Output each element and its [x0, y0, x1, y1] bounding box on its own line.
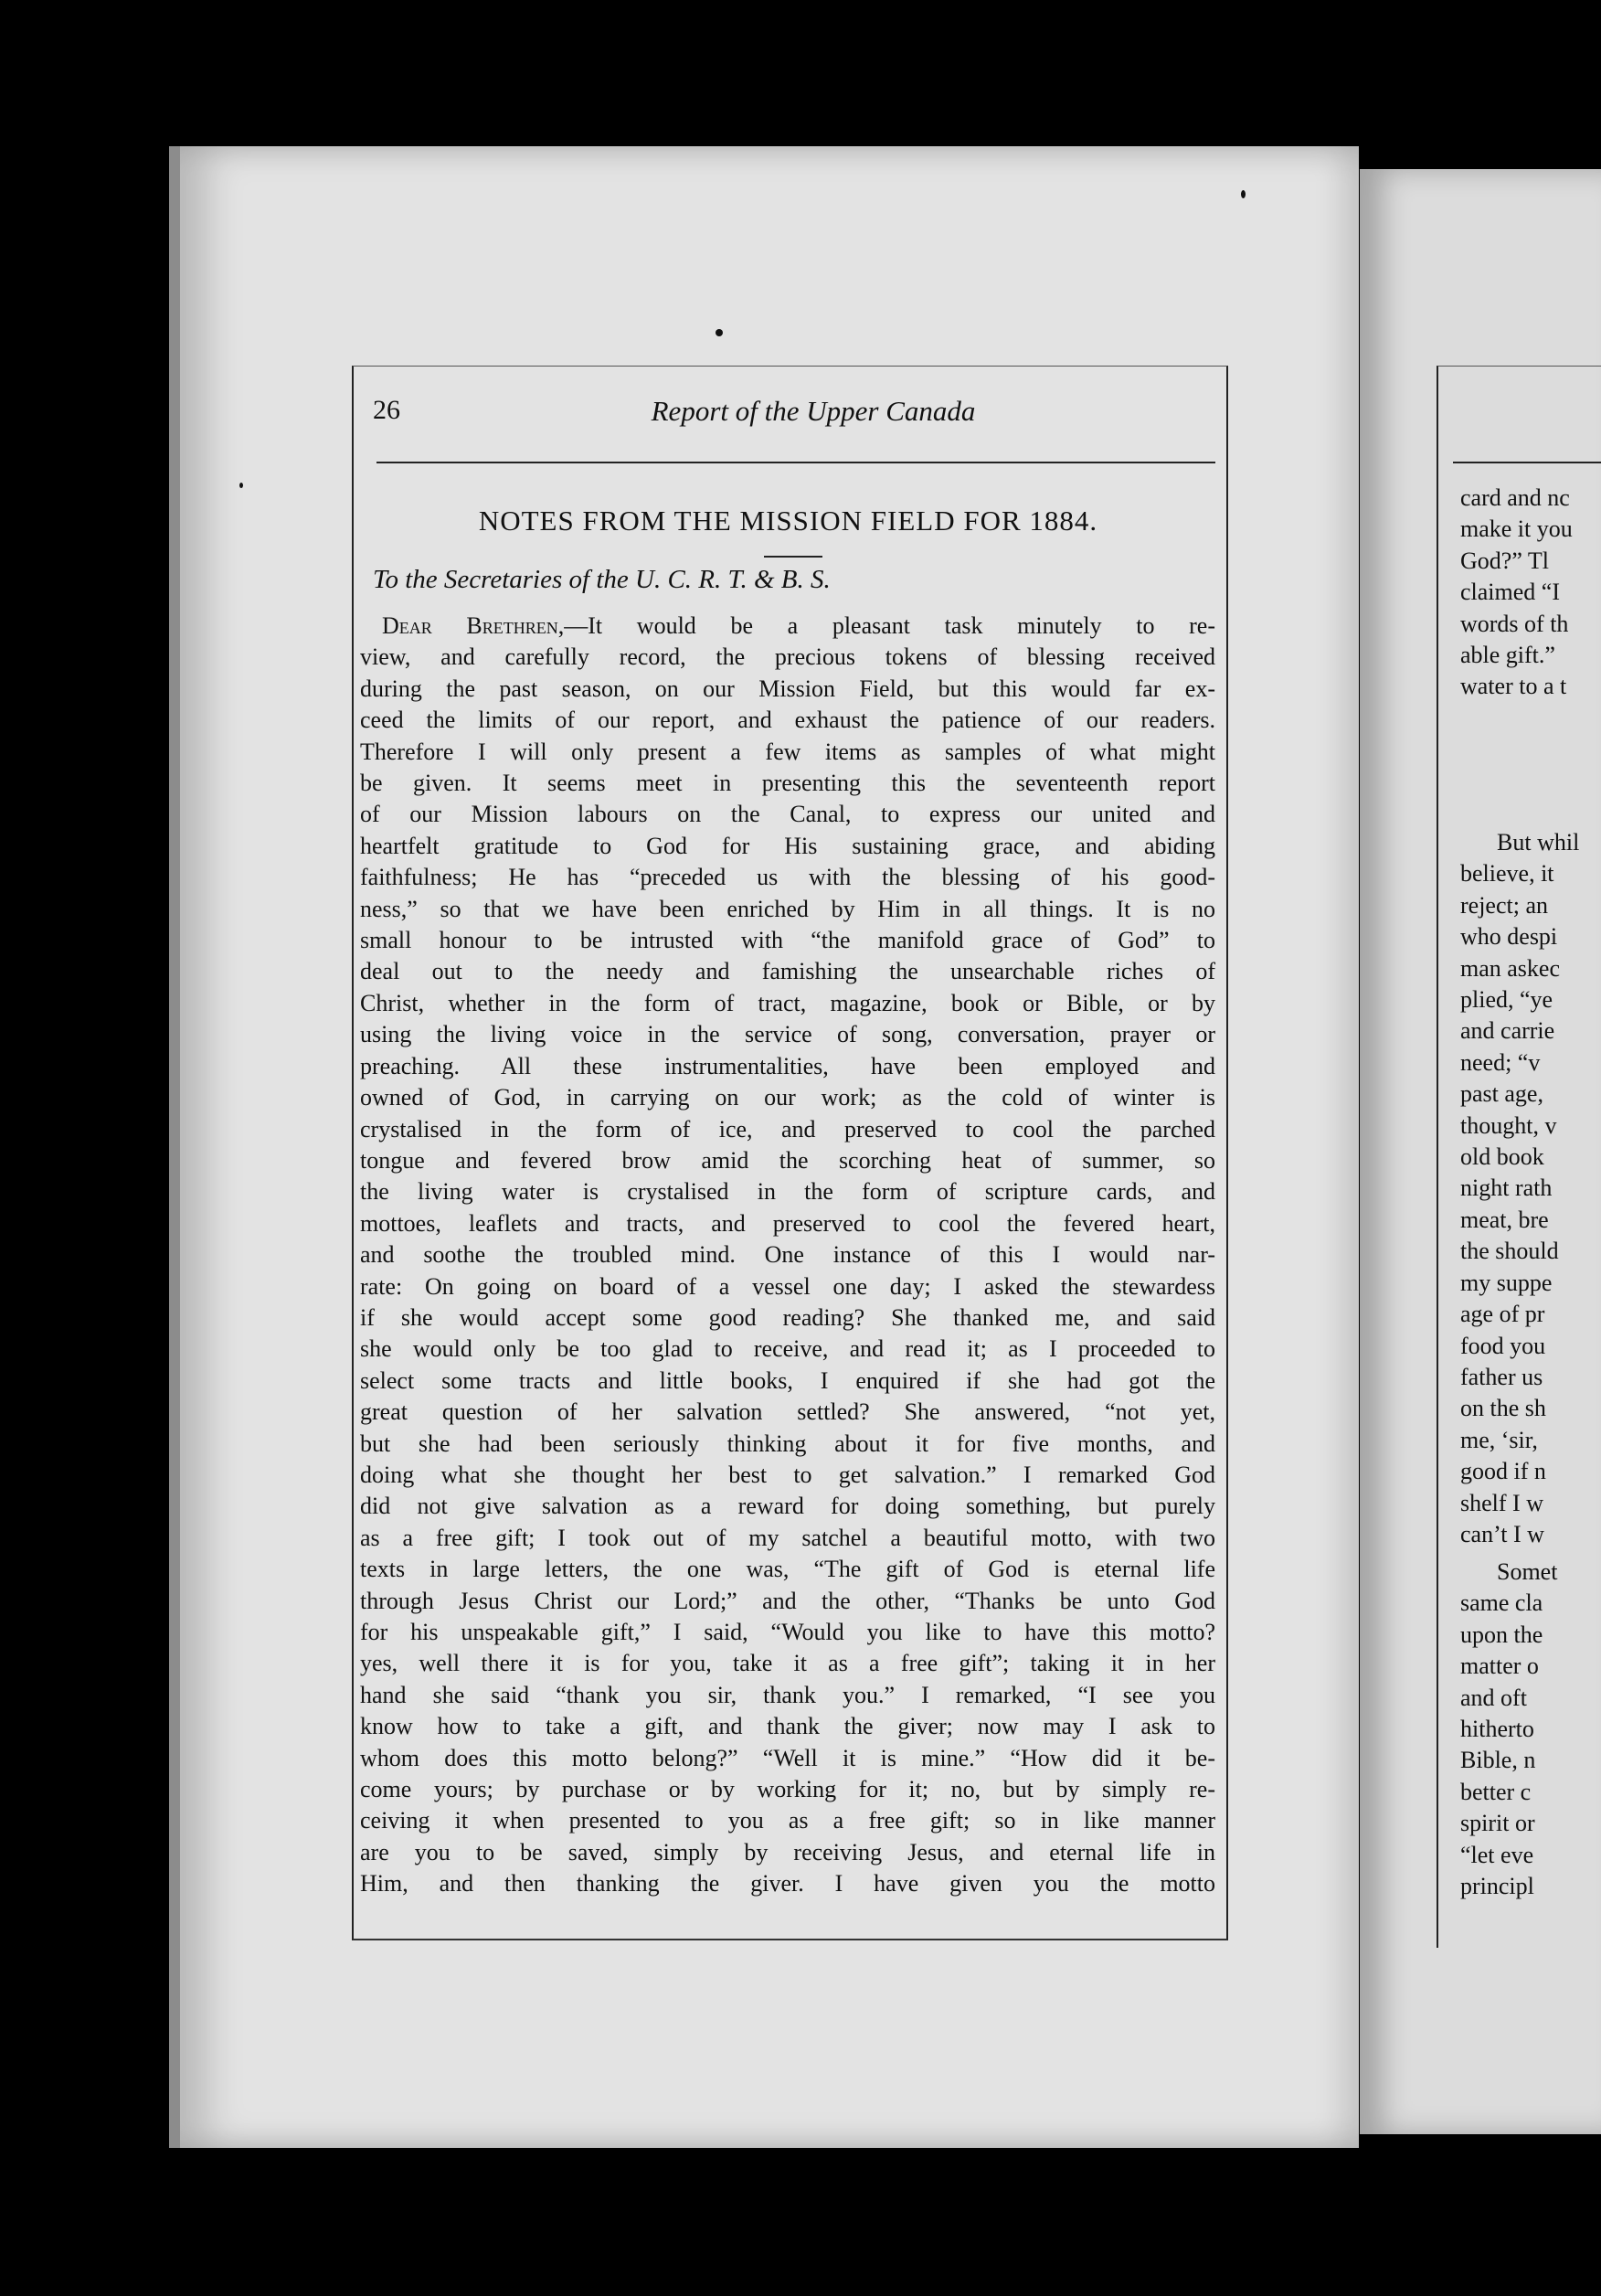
right-page-line: believe, it: [1460, 860, 1554, 888]
header-rule: [376, 462, 1215, 463]
ink-speck: [239, 483, 243, 488]
right-page-line: same cla: [1460, 1589, 1543, 1617]
body-line: hand she said “thank you sir, thank you.” I remarked, “I see you: [360, 1681, 1215, 1708]
right-page-line: claimed “I: [1460, 579, 1560, 606]
right-header-rule: [1453, 462, 1601, 463]
ink-speck: [716, 329, 723, 336]
right-page-line: man askec: [1460, 954, 1561, 982]
body-line: if she would accept some good reading? She thanked me, and said: [360, 1303, 1215, 1331]
right-page-line: better c: [1460, 1778, 1532, 1805]
body-line: Dear Brethren,—It would be a pleasant task minutely to re-: [382, 612, 1215, 639]
body-line: ceiving it when presented to you as a free gift; so in like manner: [360, 1807, 1215, 1834]
body-line: did not give salvation as a reward for doing something, but purely: [360, 1493, 1215, 1520]
right-page-line: who despi: [1460, 923, 1558, 951]
right-page-line: water to a t: [1460, 673, 1567, 700]
ink-speck: [1241, 190, 1246, 198]
right-page-line: “let eve: [1460, 1841, 1534, 1868]
body-line: doing what she thought her best to get salvation.” I remarked God: [360, 1461, 1215, 1488]
body-line: whom does this motto belong?” “Well it is mine.” “How did it be-: [360, 1744, 1215, 1771]
right-page-line: able gift.”: [1460, 642, 1555, 669]
body-line: she would only be too glad to receive, and read it; as I proceeded to: [360, 1335, 1215, 1363]
right-page-line: reject; an: [1460, 891, 1548, 919]
body-line: small honour to be intrusted with “the manifold grace of God” to: [360, 927, 1215, 954]
body-text: [360, 611, 1215, 1900]
body-line: select some tracts and little books, I enquired if she had got the: [360, 1366, 1215, 1394]
body-line: preaching. All these instrumentalities, have been employed and: [360, 1052, 1215, 1079]
title-rule: [764, 556, 822, 558]
body-line: texts in large letters, the one was, “The gift of God is eternal life: [360, 1556, 1215, 1583]
right-page-line: food you: [1460, 1332, 1546, 1359]
body-line: during the past season, on our Mission Field, but this would far ex-: [360, 675, 1215, 702]
right-page-line: upon the: [1460, 1621, 1543, 1648]
right-page-line: good if n: [1460, 1458, 1546, 1485]
right-page-line: card and nc: [1460, 484, 1570, 511]
article-title: NOTES FROM THE MISSION FIELD FOR 1884.: [478, 505, 1098, 537]
right-page-line: father us: [1460, 1363, 1543, 1390]
opening-word: Dear Brethren,: [382, 612, 565, 639]
right-page-block-2: [1460, 827, 1579, 1550]
right-page-line: and carrie: [1460, 1017, 1555, 1045]
right-page-line: thought, v: [1460, 1111, 1557, 1139]
body-line: are you to be saved, simply by receiving Jesus, and eternal life in: [360, 1838, 1215, 1866]
right-page-line: shelf I w: [1460, 1489, 1543, 1516]
body-line: Him, and then thanking the giver. I have given you the motto: [360, 1870, 1215, 1897]
body-line: deal out to the needy and famishing the unsearchable riches of: [360, 958, 1215, 985]
right-page-line: meat, bre: [1460, 1206, 1549, 1233]
body-line: through Jesus Christ our Lord;” and the other, “Thanks be unto God: [360, 1587, 1215, 1614]
right-page-line: make it you: [1460, 516, 1573, 543]
right-page-line: can’t I w: [1460, 1520, 1544, 1547]
right-page-line: words of th: [1460, 610, 1569, 637]
body-line: of our Mission labours on the Canal, to express our united and: [360, 801, 1215, 828]
body-line: ness,” so that we have been enriched by Him in all things. It is no: [360, 895, 1215, 922]
body-line: Christ, whether in the form of tract, magazine, book or Bible, or by: [360, 989, 1215, 1016]
right-page-line: principl: [1460, 1873, 1534, 1900]
body-line: mottoes, leaflets and tracts, and preserved to cool the fevered heart,: [360, 1209, 1215, 1237]
right-page-line: past age,: [1460, 1080, 1543, 1108]
right-page-line: spirit or: [1460, 1810, 1535, 1837]
body-line: heartfelt gratitude to God for His sustaining grace, and abiding: [360, 832, 1215, 859]
body-line: using the living voice in the service of song, conversation, prayer or: [360, 1021, 1215, 1048]
right-page-line: hitherto: [1460, 1716, 1534, 1743]
body-line: ceed the limits of our report, and exhaust the patience of our readers.: [360, 707, 1215, 734]
right-page-line: the should: [1460, 1238, 1559, 1265]
body-line: know how to take a gift, and thank the giver; now may I ask to: [360, 1713, 1215, 1740]
right-page-line: But whil: [1497, 829, 1580, 856]
body-line: the living water is crystalised in the form of scripture cards, and: [360, 1178, 1215, 1206]
body-line: and soothe the troubled mind. One instance of this I would nar-: [360, 1241, 1215, 1269]
right-page-line: me, ‘sir,: [1460, 1426, 1538, 1453]
page-number: 26: [373, 395, 400, 425]
body-line: tongue and fevered brow amid the scorching heat of summer, so: [360, 1146, 1215, 1174]
right-page-block-3: [1460, 1557, 1557, 1902]
right-page-line: age of pr: [1460, 1301, 1545, 1328]
body-line: great question of her salvation settled? She answered, “not yet,: [360, 1398, 1215, 1426]
right-page-block-1: [1460, 483, 1573, 703]
right-page-line: plied, “ye: [1460, 986, 1553, 1014]
body-line: Therefore I will only present a few items as samples of what might: [360, 738, 1215, 765]
body-line: be given. It seems meet in presenting this the seventeenth report: [360, 770, 1215, 797]
right-page-line: my suppe: [1460, 1269, 1553, 1296]
salutation-line: To the Secretaries of the U. C. R. T. & B. S.: [373, 565, 831, 594]
right-page-line: Bible, n: [1460, 1747, 1536, 1774]
body-line: as a free gift; I took out of my satchel a beautiful motto, with two: [360, 1524, 1215, 1551]
body-line: crystalised in the form of ice, and preserved to cool the parched: [360, 1115, 1215, 1143]
body-line: for his unspeakable gift,” I said, “Would you like to have this motto?: [360, 1619, 1215, 1645]
right-page-line: Somet: [1497, 1558, 1558, 1585]
body-line: come yours; by purchase or by working for it; no, but by simply re-: [360, 1776, 1215, 1803]
running-head: Report of the Upper Canada: [651, 395, 976, 427]
right-page-line: night rath: [1460, 1175, 1553, 1202]
right-page-line: on the sh: [1460, 1395, 1546, 1422]
right-page-line: and oft: [1460, 1684, 1527, 1711]
right-page-line: matter o: [1460, 1653, 1539, 1680]
right-page-line: need; “v: [1460, 1048, 1541, 1076]
body-line: but she had been seriously thinking about it for five months, and: [360, 1430, 1215, 1457]
body-line: owned of God, in carrying on our work; as the cold of winter is: [360, 1084, 1215, 1111]
right-page-line: God?” Tl: [1460, 547, 1549, 574]
right-page-line: old book: [1460, 1143, 1544, 1171]
body-line: rate: On going on board of a vessel one day; I asked the stewardess: [360, 1272, 1215, 1300]
body-line: faithfulness; He has “preceded us with the blessing of his good-: [360, 864, 1215, 891]
body-line: view, and carefully record, the precious tokens of blessing received: [360, 643, 1215, 671]
body-line: yes, well there it is for you, take it as a free gift”; taking it in her: [360, 1650, 1215, 1677]
